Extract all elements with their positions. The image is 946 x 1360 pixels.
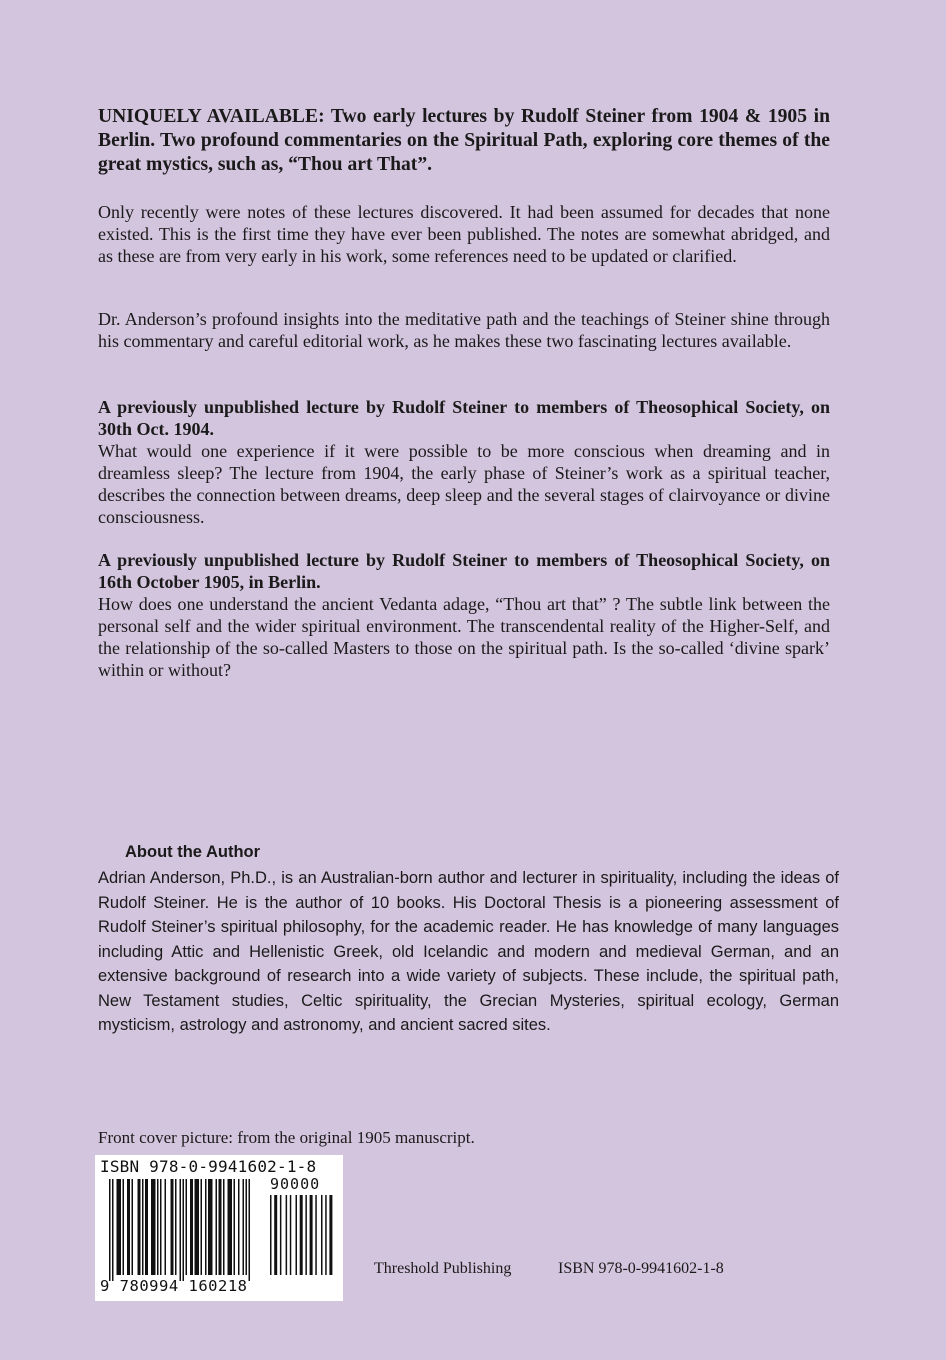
barcode-bar — [208, 1179, 213, 1275]
lecture-1905-heading: A previously unpublished lecture by Rudolf Steiner to members of Theosophical Society, on 16th October 1905, in Berlin. — [98, 550, 830, 592]
barcode-bar — [243, 1179, 245, 1275]
addon-bar — [280, 1195, 282, 1275]
lecture-1904-heading: A previously unpublished lecture by Rudolf Steiner to members of Theosophical Society, on 30th Oct. 1904. — [98, 397, 830, 439]
barcode-bar — [201, 1179, 203, 1275]
barcode-bar — [246, 1179, 248, 1275]
addon-bar — [296, 1195, 298, 1275]
publisher-name: Threshold Publishing — [374, 1260, 512, 1277]
barcode-bar — [205, 1179, 207, 1275]
addon-bar — [321, 1195, 323, 1275]
barcode-bar — [186, 1179, 188, 1275]
addon-bar — [300, 1195, 303, 1275]
lecture-1904 — [98, 396, 830, 528]
addon-bar — [305, 1195, 307, 1275]
editor-paragraph: Dr. Anderson’s profound insights into the meditative path and the teachings of Steiner shine through his commentary and careful editorial work, as he makes these two fascinating lectures available. — [98, 309, 830, 351]
barcode-bar — [132, 1179, 134, 1275]
barcode-bar — [216, 1179, 218, 1275]
addon-bar — [286, 1195, 288, 1275]
barcode-bar — [234, 1179, 236, 1275]
isbn-barcode — [95, 1155, 343, 1301]
addon-bar — [329, 1195, 332, 1275]
barcode-bar — [123, 1179, 125, 1275]
barcode-bar — [138, 1179, 141, 1275]
addon-bar — [325, 1195, 327, 1275]
barcode-bar — [195, 1179, 200, 1275]
addon-bar — [274, 1195, 277, 1275]
addon-bar — [310, 1195, 313, 1275]
barcode-bar — [223, 1179, 225, 1275]
barcode-bar — [117, 1179, 122, 1275]
barcode-bar — [180, 1179, 182, 1281]
discovery-paragraph: Only recently were notes of these lectures discovered. It had been assumed for decades that none existed. This is the first time they have ever been published. The notes are somewhat abridged, and as these are from very early in his work, some references need to be updated or clarified. — [98, 202, 830, 266]
barcode-bar — [165, 1179, 167, 1275]
lecture-1905-body: How does one understand the ancient Vedanta adage, “Thou art that” ? The subtle link between the personal self and the wider spiritual environment. The transcendental reality of the Higher-Self, and the relationship of the so-called Masters to those on the spiritual path. Is the so-called ‘divine spark’ within or without? — [98, 594, 830, 680]
barcode-bar — [190, 1179, 193, 1275]
addon-bar — [270, 1195, 272, 1275]
barcode-bar — [160, 1179, 162, 1275]
lecture-1904-body: What would one experience if it were possible to be more conscious when dreaming and in dreamless sleep? The lecture from 1904, the early phase of Steiner’s work as a spiritual teacher, describes the connection between dreams, deep sleep and the several stages of clairvoyance or divine consciousness. — [98, 441, 830, 527]
about-author-body: Adrian Anderson, Ph.D., is an Australian-born author and lecturer in spirituality, including the ideas of Rudolf Steiner. He is the author of 10 books. His Doctoral Thesis is a pioneering assessment of Rudolf Steiner’s spiritual philosophy, for the academic reader. He has knowledge of many languages including Attic and Hellenistic Greek, old Icelandic and modern and medieval German, and an extensive background of research into a wide variety of subjects. These include, the spiritual path, New Testament studies, Celtic spirituality, the Grecian Mysteries, spiritual ecology, German mysticism, astrology and astronomy, and ancient sacred sites. — [98, 869, 839, 1034]
barcode-bar — [228, 1179, 233, 1275]
barcode-bar — [112, 1179, 114, 1281]
addon-bar — [290, 1195, 292, 1275]
barcode-price-code: 90000 — [270, 1175, 321, 1193]
barcode-bar — [142, 1179, 144, 1275]
barcode-bar — [151, 1179, 156, 1275]
barcode-bar — [183, 1179, 185, 1281]
barcode-bar — [171, 1179, 174, 1275]
intro-blurb: UNIQUELY AVAILABLE: Two early lectures by Rudolf Steiner from 1904 & 1905 in Berlin. Two profound commentaries on the Spiritual Path, exploring core themes of the great mystics, such as, “Thou art That”. — [98, 106, 830, 175]
barcode-bar — [238, 1179, 240, 1275]
barcode-bar — [175, 1179, 177, 1275]
barcode-bar — [109, 1179, 111, 1281]
barcode-bar — [157, 1179, 159, 1275]
isbn-number: ISBN 978-0-9941602-1-8 — [558, 1260, 724, 1277]
barcode-isbn-label: ISBN 978-0-9941602-1-8 — [100, 1157, 317, 1176]
addon-bar — [315, 1195, 317, 1275]
cover-picture-credit: Front cover picture: from the original 1905 manuscript. — [98, 1128, 475, 1147]
barcode-bar — [127, 1179, 130, 1275]
barcode-bar — [219, 1179, 222, 1275]
barcode-bar — [249, 1179, 251, 1281]
barcode-bar — [145, 1179, 148, 1275]
about-author-title: About the Author — [125, 843, 261, 861]
lecture-1905 — [98, 549, 830, 681]
barcode-ean-digits: 9 780994 160218 — [100, 1277, 248, 1295]
